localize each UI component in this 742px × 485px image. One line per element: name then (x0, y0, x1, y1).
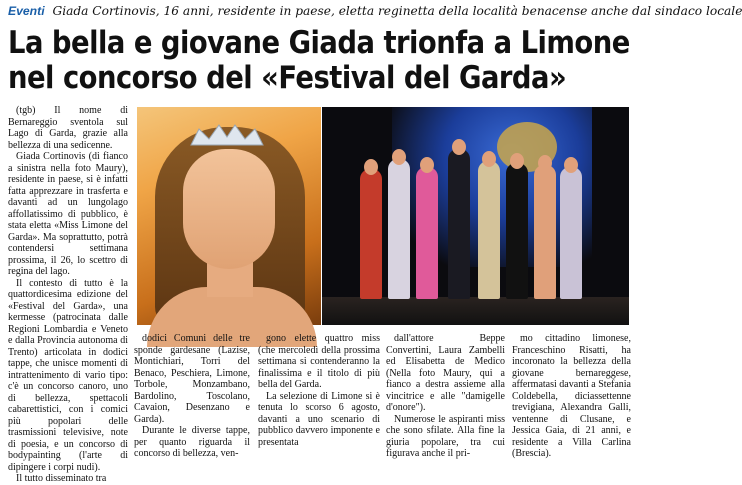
kicker-line (8, 4, 742, 18)
portrait-photo (137, 107, 321, 325)
stage-group-photo (322, 107, 629, 325)
article-column-3 (258, 333, 380, 448)
article-column-2 (134, 333, 250, 459)
col1-para-4: Il tutto disseminato tra (16, 473, 107, 484)
col2-para-2: Durante le diverse tappe, per quanto riguarda il concorso di bellezza, ven- (134, 425, 250, 459)
headline (8, 25, 630, 96)
col2-para-1: dodici Comuni delle tre sponde gardesane (Lazise, Montichiari, Torri del Benaco, Peschiera, Limone, Torbole, Monzambano, Bardolino, Toscolano, Cavaion, Desenzano e Garda). (134, 333, 250, 425)
headline-line-1: La bella e giovane Giada trionfa a Limone (8, 25, 630, 61)
col3-para-2: La selezione di Limone si è tenuta lo scorso 6 agosto, davanti a uno scenario di pubblico davvero imponente e presentata (258, 390, 380, 448)
article-column-4 (386, 333, 505, 459)
col1-para-1: (tgb) Il nome di Bernareggio sventola sul Lago di Garda, grazie alla bellezza di una sedicenne. (8, 105, 128, 151)
col4-para-2: Numerose le aspiranti miss che sono sfilate. Alla fine la giuria popolare, tra cui figurava anche il pri- (386, 413, 505, 459)
col3-para-1: gono elette quattro miss (che mercoledì della prossima settimana si contenderanno la finalissima e il titolo di più bella del Garda. (258, 333, 380, 390)
section-tag: Eventi (8, 4, 45, 18)
headline-line-2: nel concorso del «Festival del Garda» (8, 60, 567, 96)
article-column-1 (8, 105, 128, 484)
col4-para-1: dall'attore Beppe Convertini, Laura Zambelli ed Elisabetta de Medico (Nella foto Maury, qui a fianco a destra assieme alla vincitrice e alle "damigelle d'onore"). (386, 333, 505, 413)
tiara-icon (189, 121, 265, 147)
col1-para-2: Giada Cortinovis (di fianco a sinistra nella foto Maury), residente in paese, si è infatti fatta apprezzare in trasferta e davanti ad un lungolago affollatissimo di pubblico, è stata eletta «Miss Limone del Garda». Ma soprattutto, potrà contendersi settimana prossima, il 26, lo scettro di regina del lago. (8, 151, 128, 277)
col1-para-3: Il contesto di tutto è la quattordicesima edizione del «Festival del Garda», una kermesse (patrocinata dalle Regioni Lombardia e Veneto e dalla Provincia autonoma di Trento) articolata in dodici tappe, che unisce momenti di intrattenimento di vario tipo: c'è un concorso canoro, uno di bellezza, spettacoli cabarettistici, con i comici più popolari delle trasmissioni televisive, note di poesia, e un concorso di bodypainting (l'arte di dipingere i corpi nudi). (8, 277, 128, 473)
col5-para-1: mo cittadino limonese, Franceschino Risatti, ha incoronato la bellezza della giovane bernareggese, affermatasi davanti a Stefania Coldebella, diciassettenne trevigiana, Alexandra Galli, ventenne di Clusane, e Jessica Gaia, di 21 anni, e residente a Villa Carlina (Brescia). (512, 333, 631, 459)
article-column-5 (512, 333, 631, 459)
kicker-text: Giada Cortinovis, 16 anni, residente in paese, eletta reginetta della località benacense anche dal sindaco locale (52, 4, 742, 18)
